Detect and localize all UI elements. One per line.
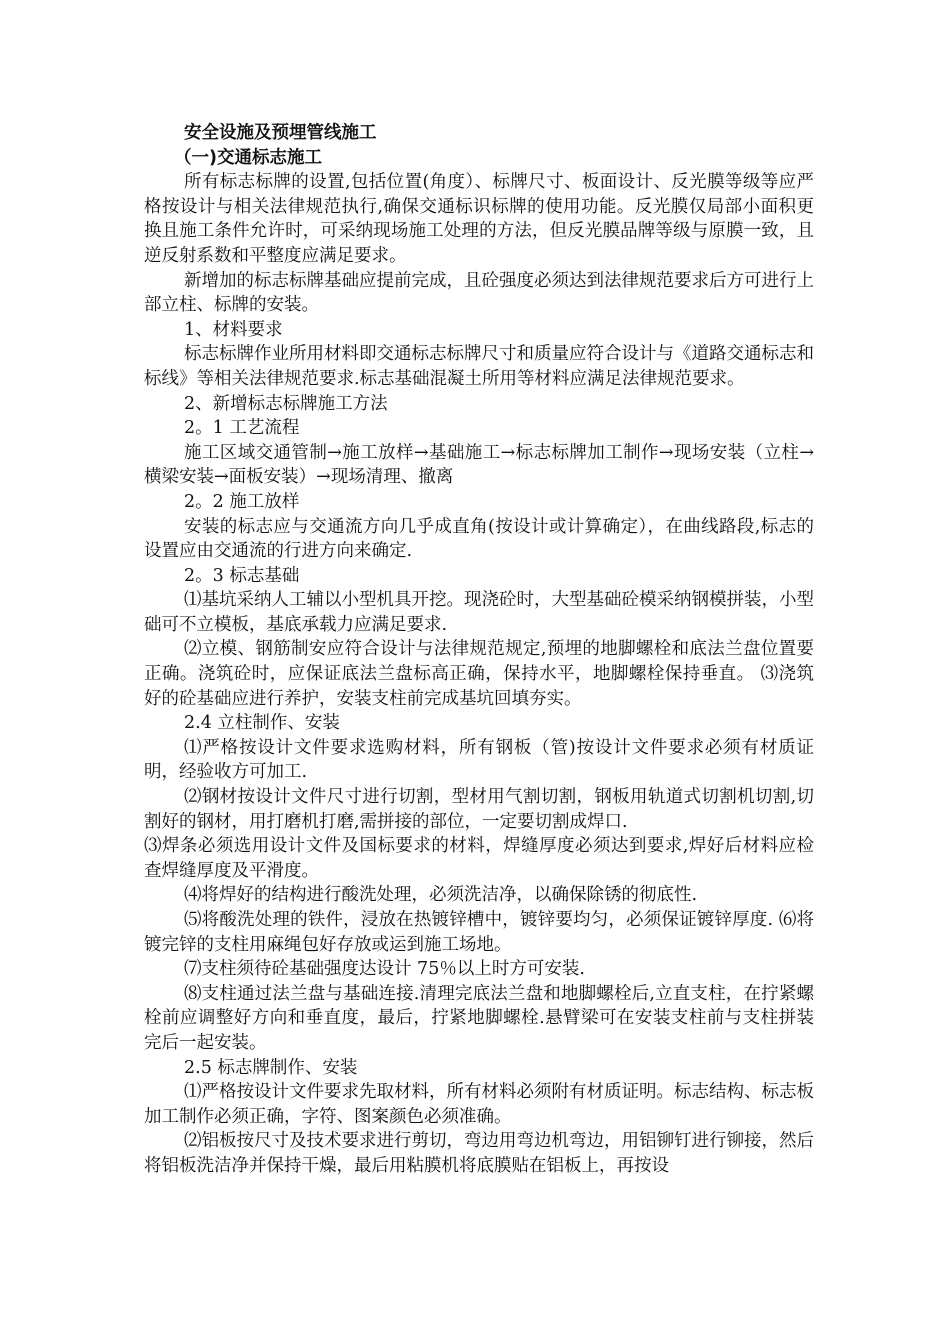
paragraph: ⑵铝板按尺寸及技术要求进行剪切，弯边用弯边机弯边，用铝铆钉进行铆接，然后将铝板洗洁净并保持干燥，最后用粘膜机将底膜贴在铝板上，再按设 (144, 1131, 814, 1176)
paragraph: ⑵钢材按设计文件尺寸进行切割，型材用气割切割，钢板用轨道式切割机切割,切割好的钢材，用打磨机打磨,需拼接的部位，一定要切割成焊口. (144, 787, 814, 832)
paragraph: ⑸将酸洗处理的铁件，浸放在热镀锌槽中，镀锌要均匀，必须保证镀锌厚度. ⑹将镀完锌的支柱用麻绳包好存放或运到施工场地。 (144, 910, 814, 955)
paragraph: ⑷将焊好的结构进行酸洗处理，必须洗洁净，以确保除锈的彻底性. (184, 885, 698, 906)
section-heading-traffic-signs: （一)交通标志施工 (174, 147, 322, 168)
subheading-process-flow: 2。1 工艺流程 (184, 418, 300, 439)
paragraph: ⑴严格按设计文件要求先取材料，所有材料必须附有材质证明。标志结构、标志板加工制作必须正确，字符、图案颜色必须准确。 (144, 1082, 814, 1127)
subheading-column: 2.4 立柱制作、安装 (184, 713, 340, 734)
paragraph: 安装的标志应与交通流方向几乎成直角(按设计或计算确定），在曲线路段,标志的设置应由交通流的行进方向来确定. (144, 516, 814, 562)
paragraph: 施工区域交通管制→施工放样→基础施工→标志标牌加工制作→现场安装（立柱→横梁安装→面板安装）→现场清理、撤离 (144, 442, 814, 488)
paragraph: ⑴基坑采纳人工辅以小型机具开挖。现浇砼时，大型基础砼模采纳钢模拼装，小型础可不立模板，基底承载力应满足要求. (144, 590, 814, 635)
paragraph: ⑻支柱通过法兰盘与基础连接.清理完底法兰盘和地脚螺栓后,立直支柱，在拧紧螺栓前应调整好方向和垂直度，最后，拧紧地脚螺栓.悬臂梁可在安装支柱前与支柱拼装完后一起安装。 (144, 983, 814, 1053)
paragraph: ⑵立模、钢筋制安应符合设计与法律规范规定,预埋的地脚螺栓和底法兰盘位置要正确。浇筑砼时，应保证底法兰盘标高正确，保持水平，地脚螺栓保持垂直。 ⑶浇筑好的砼基础应进行养护，安装支柱前完成基坑回填夯实。 (144, 639, 814, 709)
paragraph: ⑺支柱须待砼基础强度达设计 75％以上时方可安装. (184, 959, 585, 980)
paragraph: ⑴严格按设计文件要求选购材料，所有钢板（管)按设计文件要求必须有材质证明，经验收方可加工. (144, 737, 814, 783)
subheading-foundation: 2。3 标志基础 (184, 565, 300, 586)
subheading-construction-method: 2、新增标志标牌施工方法 (184, 393, 388, 414)
paragraph: 所有标志标牌的设置,包括位置(角度）、标牌尺寸、板面设计、反光膜等级等应严格按设计与相关法律规范执行,确保交通标识标牌的使用功能。反光膜仅局部小面积更换且施工条件允许时，可采纳现场施工处理的方法，但反光膜品牌等级与原膜一致，且逆反射系数和平整度应满足要求。 (144, 172, 814, 266)
subheading-layout: 2。2 施工放样 (184, 491, 300, 512)
document-page (144, 121, 814, 1179)
subheading-materials: 1、材料要求 (184, 319, 283, 340)
subheading-sign-board: 2.5 标志牌制作、安装 (184, 1057, 358, 1078)
paragraph: 新增加的标志标牌基础应提前完成，且砼强度必须达到法律规范要求后方可进行上部立柱、标牌的安装。 (144, 270, 814, 316)
paragraph: ⑶焊条必须选用设计文件及国标要求的材料，焊缝厚度必须达到要求,焊好后材料应检查焊缝厚度及平滑度。 (144, 836, 814, 881)
document-title: 安全设施及预埋管线施工 (184, 123, 377, 143)
paragraph: 标志标牌作业所用材料即交通标志标牌尺寸和质量应符合设计与《道路交通标志和标线》等相关法律规范要求.标志基础混凝土所用等材料应满足法律规范要求。 (144, 344, 814, 389)
